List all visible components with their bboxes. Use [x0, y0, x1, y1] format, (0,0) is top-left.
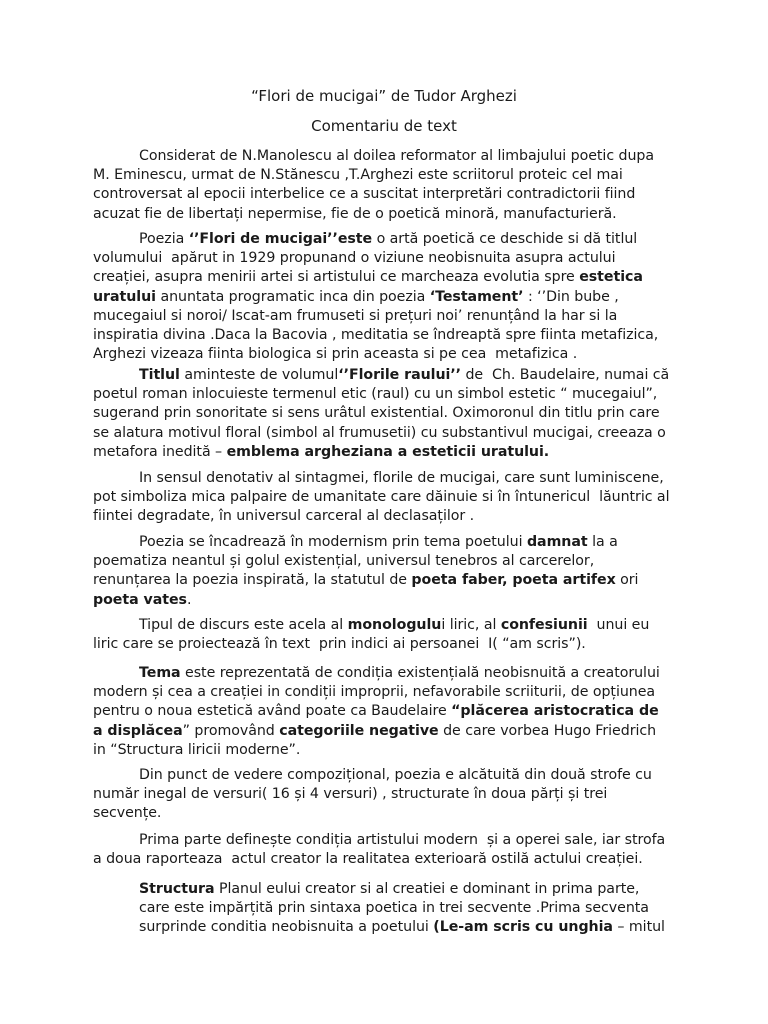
text-line: mucegaiul si noroi/ Iscat-am frumuseti si prețuri noi’ renunțând la har si la	[93, 307, 618, 324]
paragraph-5	[93, 533, 683, 610]
text-line: care este impărțită prin sintaxa poetica in trei secvente .Prima secventa	[139, 900, 649, 917]
text-line: In sensul denotativ al sintagmei, florile de mucigai, care sunt luminiscene,	[139, 470, 664, 486]
text-line: Poezia se încadrează în modernism prin tema poetului damnat la a	[139, 534, 618, 550]
paragraph-7	[93, 664, 683, 760]
text-line: număr inegal de versuri( 16 și 4 versuri) , structurate în doua părți și trei	[93, 786, 608, 803]
text-line: a doua raporteaza actul creator la realitatea exterioară ostilă actului creației.	[93, 851, 643, 868]
text-line: Poezia ‘’Flori de mucigai’’este o artă poetică ce deschide si dă titlul	[139, 231, 638, 247]
text-line: uratului anuntata programatic inca din poezia ‘Testament’ : ‘’Din bube ,	[93, 288, 619, 305]
text-line: M. Eminescu, urmat de N.Stănescu ,T.Arghezi este scriitorul proteic cel mai	[93, 167, 623, 184]
text-line: se alatura motivul floral (simbol al frumusetii) cu substantivul mucigai, creeaza o	[93, 424, 666, 441]
text-line: Structura Planul eului creator si al creatiei e dominant in prima parte,	[139, 881, 640, 897]
text-line: controversat al epocii interbelice ce a suscitat interpretări contradictorii fiind	[93, 186, 636, 203]
paragraph-9	[93, 831, 683, 869]
document-title: “Flori de mucigai” de Tudor Arghezi	[251, 87, 517, 105]
text-line: Tipul de discurs este acela al monologului liric, al confesiunii unui eu	[139, 617, 650, 633]
text-line: fiintei degradate, în universul carceral al declasaților .	[93, 508, 475, 525]
text-line: volumului apărut in 1929 propunand o viziune neobisnuita asupra actului	[93, 250, 616, 267]
text-line: poetul roman inlocuieste termenul etic (raul) cu un simbol estetic “ mucegaiul”,	[93, 386, 658, 403]
paragraph-10	[139, 880, 699, 938]
text-line: pot simboliza mica palpaire de umanitate care dăinuie si în întunericul lăuntric al	[93, 489, 670, 506]
text-line: Din punct de vedere compozițional, poezia e alcătuită din două strofe cu	[139, 767, 652, 783]
text-line: metafora inedită – emblema argheziana a esteticii uratului.	[93, 443, 550, 460]
text-line: creației, asupra menirii artei si artistului ce marcheaza evolutia spre estetica	[93, 269, 643, 286]
text-line: liric care se proiectează în text prin indici ai persoanei I( “am scris”).	[93, 636, 586, 653]
text-line: Titlul aminteste de volumul‘’Florile raului’’ de Ch. Baudelaire, numai că	[139, 367, 670, 383]
paragraph-3	[93, 366, 683, 462]
text-line: sugerand prin sonoritate si sens urâtul existential. Oximoronul din titlu prin care	[93, 405, 660, 422]
text-line: acuzat fie de libertați nepermise, fie de o poetică minoră, manufacturieră.	[93, 205, 617, 222]
paragraph-6	[93, 616, 683, 654]
text-line: renunțarea la poezia inspirată, la statutul de poeta faber, poeta artifex ori	[93, 572, 639, 589]
paragraph-8	[93, 766, 683, 824]
paragraph-4	[93, 469, 683, 527]
text-line: inspiratia divina .Daca la Bacovia , meditatia se îndreaptă spre fiinta metafizica,	[93, 326, 659, 343]
text-line: Considerat de N.Manolescu al doilea reformator al limbajului poetic dupa	[139, 148, 655, 164]
paragraph-2	[93, 230, 683, 364]
text-line: surprinde conditia neobisnuita a poetului (Le-am scris cu unghia – mitul	[139, 919, 665, 936]
text-line: Tema este reprezentată de condiția existențială neobisnuită a creatorului	[139, 665, 660, 681]
text-line: Prima parte definește condiția artistului modern și a operei sale, iar strofa	[139, 832, 666, 848]
text-line: modern și cea a creației in condiții improprii, nefavorabile scriiturii, de opțiunea	[93, 684, 656, 701]
text-line: poematiza neantul și golul existențial, universul tenebros al carcerelor,	[93, 553, 595, 570]
text-line: poeta vates.	[93, 591, 192, 608]
document-subtitle: Comentariu de text	[311, 117, 457, 135]
text-line: in “Structura liricii moderne”.	[93, 741, 301, 758]
text-line: Arghezi vizeaza fiinta biologica si prin aceasta si pe cea metafizica .	[93, 346, 578, 363]
text-line: a displăcea” promovând categoriile negative de care vorbea Hugo Friedrich	[93, 722, 657, 739]
text-line: secvențe.	[93, 805, 162, 822]
text-line: pentru o noua estetică având poate ca Baudelaire “plăcerea aristocratica de	[93, 703, 659, 720]
paragraph-1	[93, 147, 683, 224]
